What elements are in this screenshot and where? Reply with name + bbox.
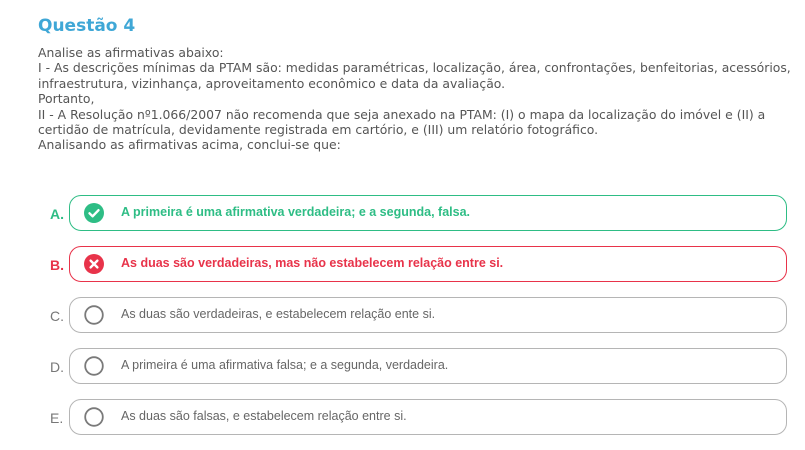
stem-line: Portanto, xyxy=(38,91,95,107)
option-d-box[interactable] xyxy=(69,348,787,384)
option-c-box[interactable] xyxy=(69,297,787,333)
option-e-box[interactable] xyxy=(69,399,787,435)
option-text: As duas são verdadeiras, e estabelecem relação ente si. xyxy=(121,307,436,321)
option-b[interactable] xyxy=(38,246,793,282)
option-text: As duas são verdadeiras, mas não estabelecem relação entre si. xyxy=(121,256,504,270)
option-letter: C. xyxy=(50,308,64,324)
option-letter: B. xyxy=(50,257,64,273)
x-circle-icon xyxy=(84,254,104,274)
option-c[interactable] xyxy=(38,297,793,333)
check-circle-icon xyxy=(84,203,104,223)
empty-radio-icon[interactable] xyxy=(84,305,104,325)
question-title: Questão 4 xyxy=(38,16,136,36)
option-letter: E. xyxy=(50,410,64,426)
option-letter: D. xyxy=(50,359,64,375)
option-b-box[interactable] xyxy=(69,246,787,282)
stem-line: Analisando as afirmativas acima, conclui-se que: xyxy=(38,137,341,153)
empty-radio-icon[interactable] xyxy=(84,356,104,376)
option-a[interactable] xyxy=(38,195,793,231)
option-text: A primeira é uma afirmativa falsa; e a segunda, verdadeira. xyxy=(121,358,449,372)
option-text: A primeira é uma afirmativa verdadeira; e a segunda, falsa. xyxy=(121,205,470,219)
stem-line: II - A Resolução nº1.066/2007 não recomenda que seja anexado na PTAM: (I) o mapa da localização do imóvel e (II) a certidão de matrícula, devidamente registrada em cartório, e (III) um relatório fotográfico. xyxy=(38,106,766,138)
question-stem xyxy=(38,45,793,153)
empty-radio-icon[interactable] xyxy=(84,407,104,427)
option-d[interactable] xyxy=(38,348,793,384)
option-a-box[interactable] xyxy=(69,195,787,231)
option-e[interactable] xyxy=(38,399,793,435)
option-text: As duas são falsas, e estabelecem relação entre si. xyxy=(121,409,407,423)
option-letter: A. xyxy=(50,206,64,222)
stem-line: Analise as afirmativas abaixo: xyxy=(38,45,224,60)
stem-line: I - As descrições mínimas da PTAM são: medidas paramétricas, localização, área, confrontações, benfeitorias, acessórios, infraestrutura, vizinhança, aproveitamento econômico e data da avaliação. xyxy=(38,60,791,91)
